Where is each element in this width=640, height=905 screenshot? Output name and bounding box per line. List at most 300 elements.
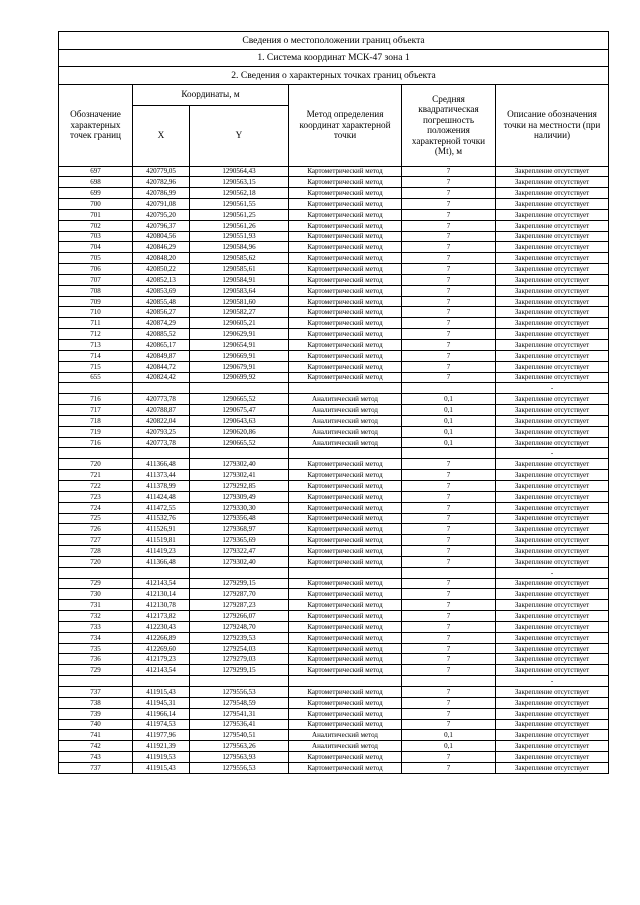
x-coordinate-cell: 420796,37 (133, 220, 190, 231)
table-row (59, 611, 609, 622)
accuracy-cell: 7 (402, 600, 496, 611)
description-cell: Закрепление отсутствует (496, 264, 609, 275)
description-cell: Закрепление отсутствует (496, 480, 609, 491)
x-coordinate-cell: 412143,54 (133, 665, 190, 676)
accuracy-cell: 7 (402, 535, 496, 546)
point-number-cell: 713 (59, 340, 133, 351)
accuracy-cell: 7 (402, 589, 496, 600)
point-number-cell: 731 (59, 600, 133, 611)
accuracy-cell: 0,1 (402, 405, 496, 416)
separator-cell (402, 448, 496, 459)
separator-cell (190, 676, 289, 687)
table-row (59, 307, 609, 318)
header-method: Метод определения координат характерной точки (289, 84, 402, 166)
separator-cell (190, 448, 289, 459)
y-coordinate-cell: 1279302,40 (190, 556, 289, 567)
method-cell: Картометрический метод (289, 274, 402, 285)
table-row (59, 296, 609, 307)
point-number-cell: 714 (59, 350, 133, 361)
separator-cell (59, 448, 133, 459)
x-coordinate-cell: 411921,39 (133, 741, 190, 752)
method-cell: Картометрический метод (289, 687, 402, 698)
description-cell: Закрепление отсутствует (496, 708, 609, 719)
table-row (59, 730, 609, 741)
accuracy-cell: 7 (402, 752, 496, 763)
method-cell: Аналитический метод (289, 405, 402, 416)
table-row (59, 752, 609, 763)
x-coordinate-cell: 412130,14 (133, 589, 190, 600)
x-coordinate-cell: 411378,99 (133, 480, 190, 491)
table-row (59, 687, 609, 698)
y-coordinate-cell: 1279302,40 (190, 459, 289, 470)
y-coordinate-cell: 1290654,91 (190, 340, 289, 351)
accuracy-cell: 7 (402, 491, 496, 502)
accuracy-cell: 7 (402, 264, 496, 275)
table-row (59, 405, 609, 416)
table-row (59, 643, 609, 654)
y-coordinate-cell: 1279287,70 (190, 589, 289, 600)
description-cell: Закрепление отсутствует (496, 589, 609, 600)
description-cell: Закрепление отсутствует (496, 426, 609, 437)
x-coordinate-cell: 420844,72 (133, 361, 190, 372)
x-coordinate-cell: 411472,55 (133, 502, 190, 513)
method-cell: Картометрический метод (289, 502, 402, 513)
accuracy-cell: 7 (402, 307, 496, 318)
method-cell: Картометрический метод (289, 546, 402, 557)
method-cell: Картометрический метод (289, 600, 402, 611)
y-coordinate-cell: 1290699,92 (190, 372, 289, 383)
description-cell: Закрепление отсутствует (496, 611, 609, 622)
accuracy-cell: 7 (402, 296, 496, 307)
description-cell: Закрепление отсутствует (496, 199, 609, 210)
separator-cell (133, 448, 190, 459)
point-number-cell: 709 (59, 296, 133, 307)
description-cell: Закрепление отсутствует (496, 459, 609, 470)
x-coordinate-cell: 420846,29 (133, 242, 190, 253)
accuracy-cell: 7 (402, 556, 496, 567)
y-coordinate-cell: 1279302,41 (190, 470, 289, 481)
accuracy-cell: 7 (402, 177, 496, 188)
table-row (59, 177, 609, 188)
boundary-points-table (58, 31, 609, 774)
description-cell: Закрепление отсутствует (496, 741, 609, 752)
accuracy-cell: 7 (402, 621, 496, 632)
accuracy-cell: 7 (402, 242, 496, 253)
method-cell: Картометрический метод (289, 762, 402, 773)
description-cell: Закрепление отсутствует (496, 556, 609, 567)
table-row (59, 242, 609, 253)
point-number-cell: 741 (59, 730, 133, 741)
accuracy-cell: 7 (402, 253, 496, 264)
separator-cell (190, 567, 289, 578)
method-cell: Аналитический метод (289, 426, 402, 437)
separator-cell: - (496, 567, 609, 578)
header-accuracy: Средняя квадратическая погрешность положения характерной точки (Mt), м (402, 84, 496, 166)
separator-row (59, 567, 609, 578)
description-cell: Закрепление отсутствует (496, 220, 609, 231)
y-coordinate-cell: 1279548,59 (190, 697, 289, 708)
accuracy-cell: 7 (402, 697, 496, 708)
accuracy-cell: 7 (402, 285, 496, 296)
point-number-cell: 716 (59, 394, 133, 405)
description-cell: Закрепление отсутствует (496, 166, 609, 177)
point-number-cell: 705 (59, 253, 133, 264)
point-number-cell: 722 (59, 480, 133, 491)
point-number-cell: 739 (59, 708, 133, 719)
point-number-cell: 719 (59, 426, 133, 437)
description-cell: Закрепление отсутствует (496, 513, 609, 524)
table-row (59, 589, 609, 600)
accuracy-cell: 0,1 (402, 741, 496, 752)
separator-row (59, 676, 609, 687)
separator-cell (289, 383, 402, 394)
point-number-cell: 724 (59, 502, 133, 513)
table-row (59, 199, 609, 210)
point-number-cell: 736 (59, 654, 133, 665)
method-cell: Картометрический метод (289, 556, 402, 567)
method-cell: Картометрический метод (289, 285, 402, 296)
description-cell: Закрепление отсутствует (496, 665, 609, 676)
y-coordinate-cell: 1279540,51 (190, 730, 289, 741)
table-row (59, 459, 609, 470)
y-coordinate-cell: 1290665,52 (190, 394, 289, 405)
method-cell: Аналитический метод (289, 730, 402, 741)
table-title: Сведения о местоположении границ объекта (59, 32, 609, 50)
table-row (59, 426, 609, 437)
method-cell: Аналитический метод (289, 741, 402, 752)
accuracy-cell: 0,1 (402, 437, 496, 448)
method-cell: Картометрический метод (289, 524, 402, 535)
y-coordinate-cell: 1290669,91 (190, 350, 289, 361)
description-cell: Закрепление отсутствует (496, 318, 609, 329)
method-cell: Картометрический метод (289, 188, 402, 199)
x-coordinate-cell: 420786,99 (133, 188, 190, 199)
description-cell: Закрепление отсутствует (496, 730, 609, 741)
table-row (59, 556, 609, 567)
header-point: Обозначение характерных точек границ (59, 84, 133, 166)
point-number-cell: 711 (59, 318, 133, 329)
point-number-cell: 720 (59, 459, 133, 470)
method-cell: Картометрический метод (289, 719, 402, 730)
point-number-cell: 703 (59, 231, 133, 242)
method-cell: Картометрический метод (289, 459, 402, 470)
description-cell: Закрепление отсутствует (496, 405, 609, 416)
method-cell: Картометрический метод (289, 340, 402, 351)
point-number-cell: 655 (59, 372, 133, 383)
accuracy-cell: 7 (402, 209, 496, 220)
method-cell: Аналитический метод (289, 394, 402, 405)
y-coordinate-cell: 1279254,03 (190, 643, 289, 654)
point-number-cell: 710 (59, 307, 133, 318)
table-row (59, 264, 609, 275)
table-row (59, 372, 609, 383)
accuracy-cell: 7 (402, 578, 496, 589)
y-coordinate-cell: 1279299,15 (190, 665, 289, 676)
separator-cell (402, 383, 496, 394)
method-cell: Картометрический метод (289, 589, 402, 600)
x-coordinate-cell: 412173,82 (133, 611, 190, 622)
y-coordinate-cell: 1279536,41 (190, 719, 289, 730)
accuracy-cell: 7 (402, 340, 496, 351)
description-cell: Закрепление отсутствует (496, 621, 609, 632)
x-coordinate-cell: 411919,53 (133, 752, 190, 763)
x-coordinate-cell: 420773,78 (133, 437, 190, 448)
description-cell: Закрепление отсутствует (496, 340, 609, 351)
description-cell: Закрепление отсутствует (496, 697, 609, 708)
method-cell: Картометрический метод (289, 535, 402, 546)
accuracy-cell: 7 (402, 480, 496, 491)
x-coordinate-cell: 412130,78 (133, 600, 190, 611)
table-row (59, 394, 609, 405)
accuracy-cell: 7 (402, 220, 496, 231)
description-cell: Закрепление отсутствует (496, 253, 609, 264)
separator-cell: - (496, 676, 609, 687)
description-cell: Закрепление отсутствует (496, 632, 609, 643)
header-coords: Координаты, м (133, 84, 289, 105)
x-coordinate-cell: 411945,31 (133, 697, 190, 708)
description-cell: Закрепление отсутствует (496, 687, 609, 698)
method-cell: Картометрический метод (289, 372, 402, 383)
x-coordinate-cell: 412269,60 (133, 643, 190, 654)
point-number-cell: 697 (59, 166, 133, 177)
y-coordinate-cell: 1279563,26 (190, 741, 289, 752)
y-coordinate-cell: 1290665,52 (190, 437, 289, 448)
point-number-cell: 727 (59, 535, 133, 546)
accuracy-cell: 7 (402, 459, 496, 470)
point-number-cell: 738 (59, 697, 133, 708)
x-coordinate-cell: 420822,04 (133, 415, 190, 426)
y-coordinate-cell: 1290564,43 (190, 166, 289, 177)
description-cell: Закрепление отсутствует (496, 296, 609, 307)
method-cell: Картометрический метод (289, 708, 402, 719)
point-number-cell: 732 (59, 611, 133, 622)
description-cell: Закрепление отсутствует (496, 274, 609, 285)
x-coordinate-cell: 411974,53 (133, 719, 190, 730)
x-coordinate-cell: 420791,08 (133, 199, 190, 210)
x-coordinate-cell: 420874,29 (133, 318, 190, 329)
point-number-cell: 701 (59, 209, 133, 220)
method-cell: Картометрический метод (289, 264, 402, 275)
x-coordinate-cell: 420852,13 (133, 274, 190, 285)
y-coordinate-cell: 1279356,48 (190, 513, 289, 524)
table-row (59, 502, 609, 513)
method-cell: Картометрический метод (289, 220, 402, 231)
x-coordinate-cell: 420848,20 (133, 253, 190, 264)
accuracy-cell: 7 (402, 708, 496, 719)
y-coordinate-cell: 1279556,53 (190, 687, 289, 698)
x-coordinate-cell: 420885,52 (133, 329, 190, 340)
point-number-cell: 729 (59, 578, 133, 589)
separator-cell (133, 676, 190, 687)
table-row (59, 188, 609, 199)
table-row (59, 535, 609, 546)
table-row (59, 665, 609, 676)
table-row (59, 491, 609, 502)
description-cell: Закрепление отсутствует (496, 643, 609, 654)
x-coordinate-cell: 411915,43 (133, 762, 190, 773)
x-coordinate-cell: 420856,27 (133, 307, 190, 318)
y-coordinate-cell: 1279365,69 (190, 535, 289, 546)
y-coordinate-cell: 1290584,96 (190, 242, 289, 253)
table-row (59, 437, 609, 448)
description-cell: Закрепление отсутствует (496, 654, 609, 665)
y-coordinate-cell: 1290561,25 (190, 209, 289, 220)
separator-cell (402, 567, 496, 578)
point-number-cell: 699 (59, 188, 133, 199)
point-number-cell: 723 (59, 491, 133, 502)
table-row (59, 654, 609, 665)
y-coordinate-cell: 1290585,61 (190, 264, 289, 275)
point-number-cell: 728 (59, 546, 133, 557)
point-number-cell: 734 (59, 632, 133, 643)
table-row (59, 350, 609, 361)
point-number-cell: 740 (59, 719, 133, 730)
x-coordinate-cell: 420804,56 (133, 231, 190, 242)
table-row (59, 762, 609, 773)
accuracy-cell: 7 (402, 231, 496, 242)
method-cell: Картометрический метод (289, 199, 402, 210)
accuracy-cell: 7 (402, 762, 496, 773)
point-number-cell: 730 (59, 589, 133, 600)
x-coordinate-cell: 411424,48 (133, 491, 190, 502)
x-coordinate-cell: 420779,05 (133, 166, 190, 177)
description-cell: Закрепление отсутствует (496, 177, 609, 188)
accuracy-cell: 7 (402, 546, 496, 557)
y-coordinate-cell: 1290561,55 (190, 199, 289, 210)
accuracy-cell: 7 (402, 372, 496, 383)
y-coordinate-cell: 1279299,15 (190, 578, 289, 589)
description-cell: Закрепление отсутствует (496, 285, 609, 296)
table-row (59, 546, 609, 557)
separator-cell (289, 676, 402, 687)
method-cell: Картометрический метод (289, 296, 402, 307)
table-row (59, 274, 609, 285)
method-cell: Картометрический метод (289, 329, 402, 340)
document-page (58, 31, 608, 774)
y-coordinate-cell: 1279368,97 (190, 524, 289, 535)
point-number-cell: 707 (59, 274, 133, 285)
y-coordinate-cell: 1279287,23 (190, 600, 289, 611)
method-cell: Картометрический метод (289, 654, 402, 665)
method-cell: Картометрический метод (289, 643, 402, 654)
x-coordinate-cell: 420853,69 (133, 285, 190, 296)
table-row (59, 209, 609, 220)
description-cell: Закрепление отсутствует (496, 600, 609, 611)
point-number-cell: 718 (59, 415, 133, 426)
x-coordinate-cell: 412230,43 (133, 621, 190, 632)
accuracy-cell: 7 (402, 632, 496, 643)
accuracy-cell: 7 (402, 318, 496, 329)
separator-cell (190, 383, 289, 394)
y-coordinate-cell: 1290582,27 (190, 307, 289, 318)
separator-row (59, 448, 609, 459)
x-coordinate-cell: 420788,87 (133, 405, 190, 416)
table-row (59, 253, 609, 264)
table-row (59, 480, 609, 491)
method-cell: Картометрический метод (289, 752, 402, 763)
x-coordinate-cell: 412179,23 (133, 654, 190, 665)
description-cell: Закрепление отсутствует (496, 535, 609, 546)
table-row (59, 470, 609, 481)
y-coordinate-cell: 1290563,15 (190, 177, 289, 188)
table-row (59, 578, 609, 589)
description-cell: Закрепление отсутствует (496, 578, 609, 589)
accuracy-cell: 7 (402, 524, 496, 535)
description-cell: Закрепление отсутствует (496, 524, 609, 535)
y-coordinate-cell: 1290585,62 (190, 253, 289, 264)
accuracy-cell: 7 (402, 513, 496, 524)
method-cell: Аналитический метод (289, 415, 402, 426)
y-coordinate-cell: 1290679,91 (190, 361, 289, 372)
accuracy-cell: 7 (402, 350, 496, 361)
description-cell: Закрепление отсутствует (496, 307, 609, 318)
method-cell: Картометрический метод (289, 578, 402, 589)
y-coordinate-cell: 1290584,91 (190, 274, 289, 285)
table-row (59, 415, 609, 426)
accuracy-cell: 7 (402, 611, 496, 622)
table-body (59, 166, 609, 773)
x-coordinate-cell: 420855,48 (133, 296, 190, 307)
separator-cell (289, 448, 402, 459)
description-cell: Закрепление отсутствует (496, 361, 609, 372)
accuracy-cell: 7 (402, 274, 496, 285)
point-number-cell: 702 (59, 220, 133, 231)
y-coordinate-cell: 1279330,30 (190, 502, 289, 513)
point-number-cell: 715 (59, 361, 133, 372)
y-coordinate-cell: 1279541,31 (190, 708, 289, 719)
x-coordinate-cell: 420795,20 (133, 209, 190, 220)
table-row (59, 231, 609, 242)
description-cell: Закрепление отсутствует (496, 231, 609, 242)
x-coordinate-cell: 411966,14 (133, 708, 190, 719)
x-coordinate-cell: 411519,81 (133, 535, 190, 546)
accuracy-cell: 0,1 (402, 730, 496, 741)
table-row (59, 524, 609, 535)
x-coordinate-cell: 420782,96 (133, 177, 190, 188)
separator-cell (59, 383, 133, 394)
point-number-cell: 712 (59, 329, 133, 340)
table-row (59, 318, 609, 329)
separator-cell (133, 383, 190, 394)
method-cell: Картометрический метод (289, 665, 402, 676)
accuracy-cell: 7 (402, 654, 496, 665)
section-title: 2. Сведения о характерных точках границ объекта (59, 67, 609, 85)
table-row (59, 340, 609, 351)
y-coordinate-cell: 1290561,26 (190, 220, 289, 231)
method-cell: Картометрический метод (289, 480, 402, 491)
point-number-cell: 742 (59, 741, 133, 752)
x-coordinate-cell: 420793,25 (133, 426, 190, 437)
separator-cell (59, 676, 133, 687)
description-cell: Закрепление отсутствует (496, 491, 609, 502)
table-row (59, 600, 609, 611)
point-number-cell: 733 (59, 621, 133, 632)
point-number-cell: 725 (59, 513, 133, 524)
x-coordinate-cell: 411366,48 (133, 459, 190, 470)
table-row (59, 719, 609, 730)
accuracy-cell: 7 (402, 188, 496, 199)
method-cell: Картометрический метод (289, 513, 402, 524)
x-coordinate-cell: 412143,54 (133, 578, 190, 589)
point-number-cell: 717 (59, 405, 133, 416)
x-coordinate-cell: 411419,23 (133, 546, 190, 557)
point-number-cell: 726 (59, 524, 133, 535)
y-coordinate-cell: 1290675,47 (190, 405, 289, 416)
y-coordinate-cell: 1290551,93 (190, 231, 289, 242)
description-cell: Закрепление отсутствует (496, 502, 609, 513)
method-cell: Аналитический метод (289, 437, 402, 448)
description-cell: Закрепление отсутствует (496, 372, 609, 383)
